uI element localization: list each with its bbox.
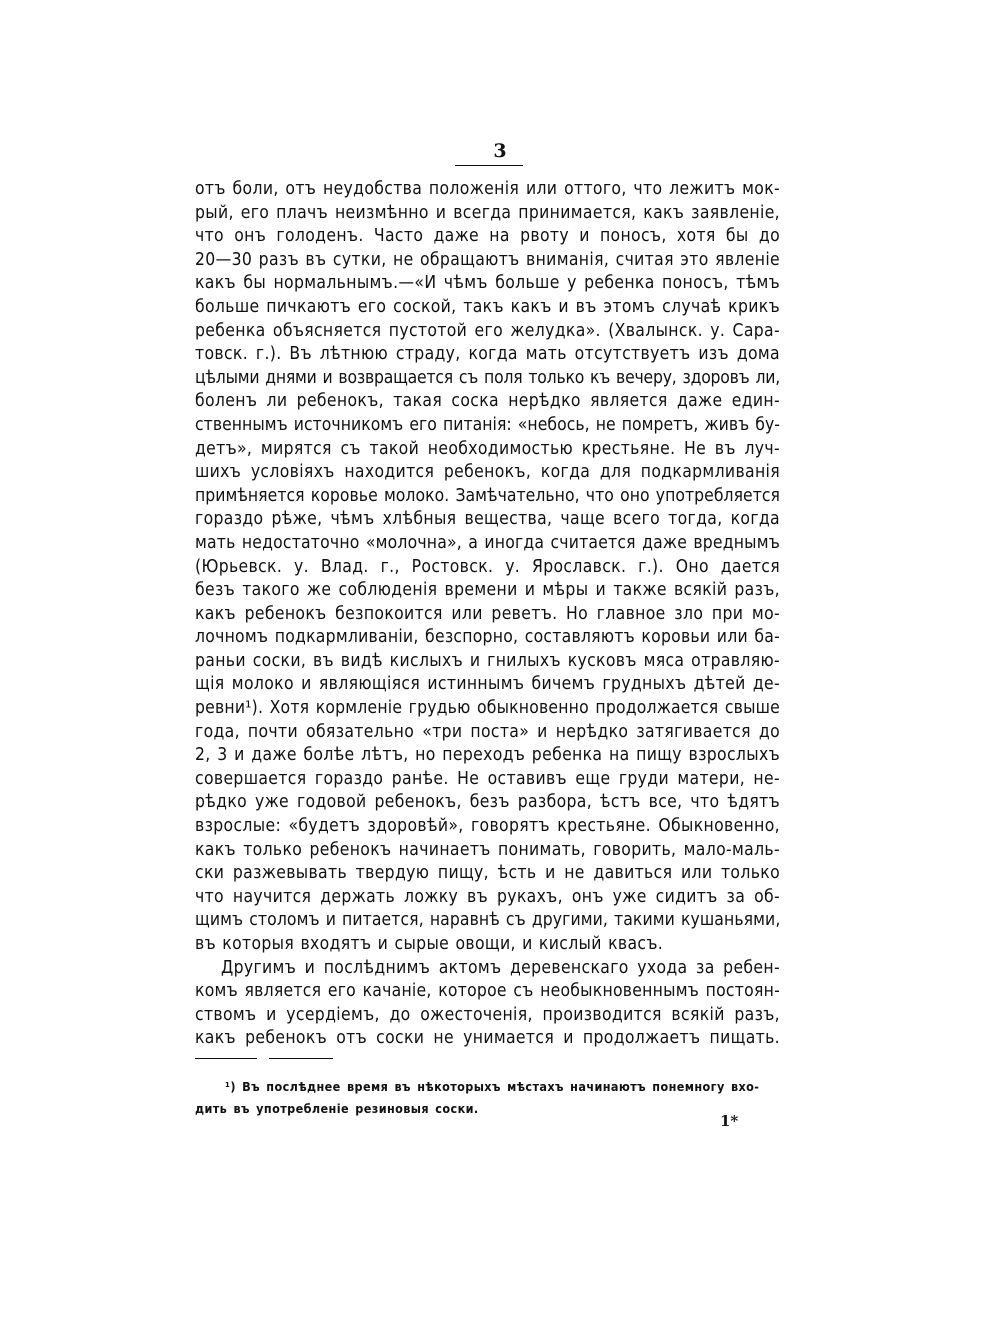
text-line: 20—30 разъ въ сутки, не обращаютъ вниманія, считая это явленіе (195, 249, 780, 270)
paragraph-end-line: въ которыя входятъ и сырые овощи, и кислый квасъ. (195, 934, 664, 954)
header-rule (455, 165, 523, 166)
text-line: щія молоко и являющіяся истиннымъ бичемъ грудныхъ дѣтей де- (195, 674, 780, 695)
text-line: гораздо рѣже, чѣмъ хлѣбныя вещества, чаще всего тогда, когда (195, 509, 780, 530)
text-line: (Юрьевск. у. Влад. г., Ростовск. у. Ярославск. г.). Оно дается (195, 556, 780, 577)
text-line: что онъ голоденъ. Часто даже на рвоту и поносъ, хотя бы до (195, 226, 780, 247)
footnote-rule-right (269, 1058, 333, 1059)
text-line: рый, его плачъ неизмѣнно и всегда принимается, какъ заявленіе, (195, 202, 780, 223)
text-line: шихъ условіяхъ находится ребенокъ, когда для подкармливанія (195, 462, 780, 483)
text-line: товск. г.). Въ лѣтнюю страду, когда мать отсутствуетъ изъ дома (195, 344, 780, 365)
text-line: отъ боли, отъ неудобства положенія или оттого, что лежитъ мок- (195, 179, 780, 199)
text-line: мать недостаточно «молочна», а иногда считается даже вреднымъ (195, 532, 780, 553)
signature-mark: 1* (720, 1112, 739, 1130)
text-line: что научится держать ложку въ рукахъ, онъ уже сидитъ за об- (195, 886, 780, 907)
footnote-line: ¹) Въ послѣднее время въ нѣкоторыхъ мѣстахъ начинаютъ понемногу вхо- (225, 1079, 760, 1094)
text-line: лочномъ подкармливаніи, безспорно, составляютъ коровьи или ба- (195, 627, 780, 648)
text-line: безъ такого же соблюденія времени и мѣры и также всякій разъ, (195, 580, 780, 601)
text-line: взрослые: «будетъ здоровѣй», говорятъ крестьяне. Обыкновенно, (195, 816, 780, 837)
text-line: какъ ребенокъ безпокоится или реветъ. Но главное зло при мо- (195, 603, 780, 624)
text-line: ствомъ и усердіемъ, до ожесточенія, производится всякій разъ, (195, 1004, 780, 1025)
text-line: ревни¹). Хотя кормленіе грудью обыкновенно продолжается свыше (195, 698, 780, 719)
footnote (195, 1076, 780, 1120)
text-line: ственнымъ источникомъ его питанія: «небось, не помретъ, живъ бу- (195, 414, 780, 435)
text-line: комъ является его качаніе, которое съ необыкновеннымъ постоян- (195, 981, 780, 1002)
text-line: 2, 3 и даже болѣе лѣтъ, но переходъ ребенка на пищу взрослыхъ (195, 745, 780, 766)
text-line: боленъ ли ребенокъ, такая соска нерѣдко является даже един- (195, 391, 780, 412)
text-line: какъ бы нормальнымъ.—«И чѣмъ больше у ребенка поносъ, тѣмъ (195, 273, 780, 294)
body-text (195, 178, 780, 1051)
footnote-line: дить въ употребленіе резиновыя соски. (195, 1101, 479, 1116)
paragraph-start-line: Другимъ и послѣднимъ актомъ деревенскаго ухода за ребен- (221, 957, 780, 978)
text-line: ребенка объясняется пустотой его желудка». (Хвалынск. у. Сара- (195, 320, 780, 341)
footnote-rule-left (195, 1058, 257, 1059)
text-line: года, почти обязательно «три поста» и нерѣдко затягивается до (195, 721, 780, 742)
text-line: совершается гораздо ранѣе. Не оставивъ еще груди матери, не- (195, 768, 780, 789)
text-line: цѣлыми днями и возвращается съ поля только къ вечеру, здоровъ ли, (195, 367, 780, 388)
text-line: детъ», мирятся съ такой необходимостью крестьяне. Не въ луч- (195, 438, 780, 459)
footnote-separator (195, 1058, 340, 1060)
text-line: примѣняется коровье молоко. Замѣчательно, что оно употребляется (195, 485, 780, 506)
text-line: щимъ столомъ и питается, наравнѣ съ другими, такими кушаньями, (195, 910, 781, 931)
page-number: 3 (493, 140, 507, 162)
text-line: раньи соски, въ видѣ кислыхъ и гнилыхъ кусковъ мяса отравляю- (195, 650, 780, 671)
text-line: какъ ребенокъ отъ соски не унимается и продолжаетъ пищать. (195, 1028, 780, 1049)
text-line: больше пичкаютъ его соской, такъ какъ и въ этомъ случаѣ крикъ (195, 296, 780, 317)
text-line: рѣдко уже годовой ребенокъ, безъ разбора, ѣстъ все, что ѣдятъ (195, 792, 780, 813)
text-line: какъ только ребенокъ начинаетъ понимать, говорить, мало-маль- (195, 839, 780, 860)
text-line: ски разжевывать твердую пищу, ѣсть и не давиться или только (195, 863, 780, 884)
